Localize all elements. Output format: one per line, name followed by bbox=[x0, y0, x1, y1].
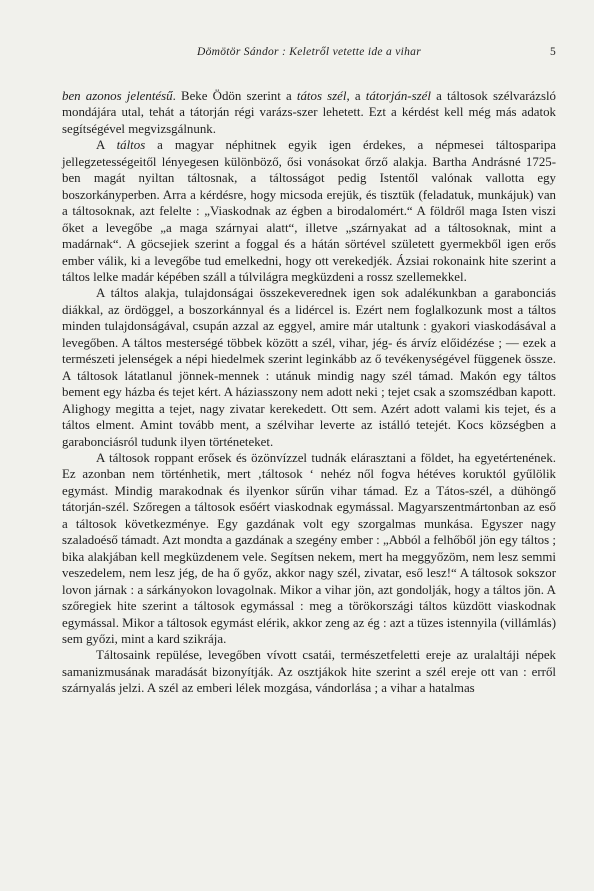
text-segment: tátos szél, bbox=[296, 89, 350, 103]
text-segment: a bbox=[349, 89, 366, 103]
running-title: Dömötör Sándor : Keletről vetette ide a vihar bbox=[197, 46, 421, 58]
text-segment: A táltos alakja, tulajdonságai összekeverednek igen sok adalékunkban a garabonciás diákkal, az ördöggel, a boszorkánnyal és a lidércel is. Ezért nem foglalkozunk most a táltos minden tulajdonságával, csupán azzal az eggyel, amire már utaltunk : gyakori viaskodásával a levegőben. A táltos mesterségé többek között a szél, vihar, jég- és árvíz előidézése ; — ezek a természeti jelenségek a népi hiedelmek szerint leginkább az ő tevékenységével függenek össze. A táltosok látatlanul jönnek-mennek : utánuk mindig nagy szél támad. Makón egy táltos bement egy házba és tejet kért. A háziasszony nem adott neki ; tejet csak a szomszédban kapott. Alighogy megitta a tejet, nagy zivatar kerekedett. Ott sem. Azért adott valami kis tejet, és a táltos elment. Amint tovább ment, a szélvihar leverte az istálló tetejét. Kocs községben a garabonciásról tudunk ilyen történeteket. bbox=[62, 286, 556, 449]
paragraph bbox=[62, 450, 556, 647]
text-segment: A táltosok roppant erősek és özönvízzel tudnák elárasztani a földet, ha egyetértenének. Ez azonban nem történhetik, mert ‚táltosok ‘ nehéz nől fogva hétéves koruktól gyűlölik egymást. Mindig marakodnak és ilyenkor sűrűn vihar támad. Ez a Tátos-szél, a dühöngő tátorján-szél. Szőregen a táltosok esőért viaskodnak egymással. Magyarszentmártonban az eső a táltosok következménye. Egy gazdának volt egy szorgalmas munkása. Egyszer nagy szaladoéső támadt. Azt mondta a gazdának a szegény ember : „Abból a felhőből jön egy táltos ; bika alakjában kell megküzdenem vele. Segítsen nekem, mert ha meggyőzöm, nem lesz semmi veszedelem, nem lesz jég, de ha ő győz, akkor nagy szél, zivatar, eső lesz!“ A táltosok sokszor lovon járnak : a sárkányokon lovagolnak. Mikor a vihar jön, azt gondolják, hogy a táltos jön. A szőregiek hite szerint a táltosok egymással : meg a törökországi táltos küzdött viaskodnak egymással. Mikor a táltosok egymást elérik, akkor zeng az ég : azt a tüzes istennyila (villámlás) sem győzi, mint a kard szikrája. bbox=[62, 450, 556, 646]
text-segment: a táltosok szélvarázsló mondájára utal, tehát a tátorján régi varázs-szer lehetett. Ezt a kérdést kell még más adatok segítségével megvizsgálnunk. bbox=[62, 89, 556, 136]
paragraph bbox=[62, 137, 556, 285]
text-segment: ben azonos jelentésű bbox=[62, 89, 173, 103]
text-segment: tátorján-szél bbox=[365, 89, 431, 103]
page-header bbox=[62, 46, 556, 66]
paragraph bbox=[62, 285, 556, 450]
paragraph bbox=[62, 88, 556, 137]
body-text bbox=[62, 88, 556, 697]
text-segment: A bbox=[96, 138, 117, 153]
text-segment: a magyar néphitnek egyik igen érdekes, a népmesei táltosparipa jellegzetességeitől lényegesen különböző, ősi vonásokat őrző alakja. Bartha Andrásné 1725-ben magát nyiltan táltosnak, a táltosságot pedig Istentől valónak vallotta egy boszorkányperben. Arra a kérdésre, hogy micsoda erejük, és tisztük (feladatuk, munkájuk) van a táltosoknak, azt felelte : „Viaskodnak az égben a birodalomért.“ A földről maga Isten viszi őket a levegőbe „a maga szárnyai alatt“, illetve „szárnyakat ad a táltosoknak, mint a madárnak“. A göcsejiek szerint a foggal és a hátán sörtével született gyermekből igen erős ember válik, ki a levegőbe tud emelkedni, hogy ott verekedjék. Ázsiai rokonaink hite szerint a táltos lelke madár képében száll a túlvilágra megküzdeni a rossz szellemekkel. bbox=[62, 138, 556, 284]
text-segment: Táltosaink repülése, levegőben vívott csatái, természetfeletti ereje az uralaltáji népek samanizmusának maradását bizonyítják. Az osztjákok hite szerint a szél ereje ott van : erről szárnyalás jelzi. A szél az emberi lélek mozgása, vándorlása ; a vihar a hatalmas bbox=[62, 648, 556, 696]
page-number: 5 bbox=[549, 46, 556, 58]
text-segment: . Beke Ödön szerint a bbox=[172, 89, 297, 103]
text-segment: táltos bbox=[116, 138, 146, 153]
paragraph bbox=[62, 647, 556, 696]
